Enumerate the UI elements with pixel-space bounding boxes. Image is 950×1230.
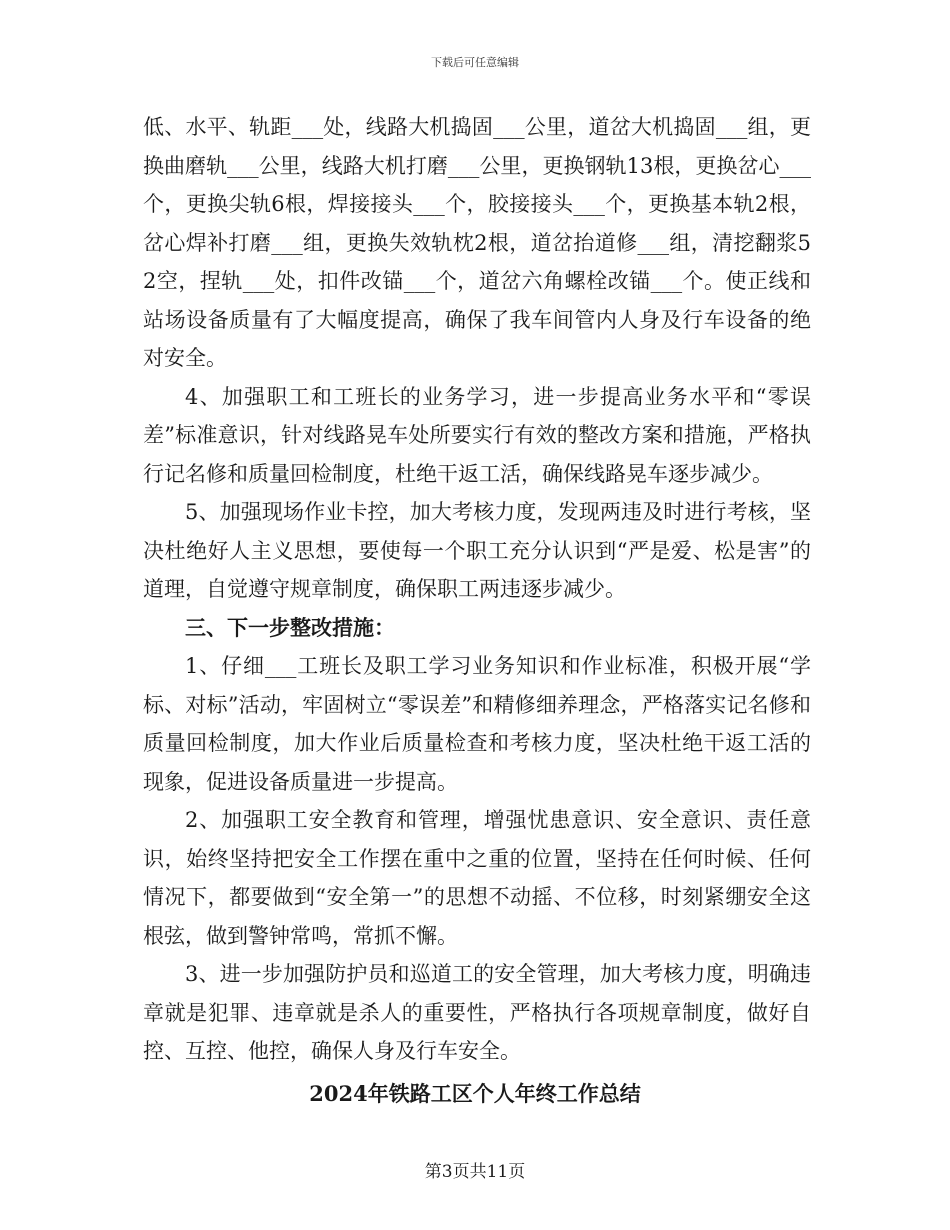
paragraph-item-4: 4、加强职工和工班长的业务学习，进一步提高业务水平和“零误差”标准意识，针对线路晃车处所要实行有效的整改方案和措施，严格执行记名修和质量回检制度，杜绝干返工活，确保线路晃车逐步减少。 (143, 384, 811, 486)
document-title: 2024年铁路工区个人年终工作总结 (309, 1081, 641, 1106)
paragraph-measure-3: 3、进一步加强防护员和巡道工的安全管理，加大考核力度，明确违章就是犯罪、违章就是杀人的重要性，严格执行各项规章制度，做好自控、互控、他控，确保人身及行车安全。 (143, 962, 811, 1063)
paragraph-measure-2: 2、加强职工安全教育和管理，增强忧患意识、安全意识、责任意识，始终坚持把安全工作摆在重中之重的位置，坚持在任何时候、任何情况下，都要做到“安全第一”的思想不动摇、不位移，时刻紧绷安全这根弦，做到警钟常鸣，常抓不懈。 (143, 808, 811, 948)
document-body (143, 108, 811, 1071)
page-header: 下载后可任意编辑 (431, 56, 519, 69)
paragraph-work-statistics: 低、水平、轨距___处，线路大机捣固___公里，道岔大机捣固___组，更换曲磨轨___公里，线路大机打磨___公里，更换钢轨13根，更换岔心___个，更换尖轨6根，焊接接头___个，胶接接头___个，更换基本轨2根，岔心焊补打磨___组，更换失效轨枕2根，道岔抬道修___组，清挖翻浆52空，捏轨___处，扣件改锚___个，道岔六角螺栓改锚___个。使正线和站场设备质量有了大幅度提高，确保了我车间管内人身及行车设备的绝对安全。 (143, 115, 811, 370)
paragraph-measure-1: 1、仔细___工班长及职工学习业务知识和作业标准，积极开展“学标、对标”活动，牢固树立“零误差”和精修细养理念，严格落实记名修和质量回检制度，加大作业后质量检查和考核力度，坚决杜绝干返工活的现象，促进设备质量进一步提高。 (143, 654, 811, 794)
page-footer: 第3页共11页 (424, 1162, 526, 1182)
paragraph-item-5: 5、加强现场作业卡控，加大考核力度，发现两违及时进行考核，坚决杜绝好人主义思想，要使每一个职工充分认识到“严是爱、松是害”的道理，自觉遵守规章制度，确保职工两违逐步减少。 (143, 500, 811, 601)
section-heading: 三、下一步整改措施： (185, 614, 395, 640)
